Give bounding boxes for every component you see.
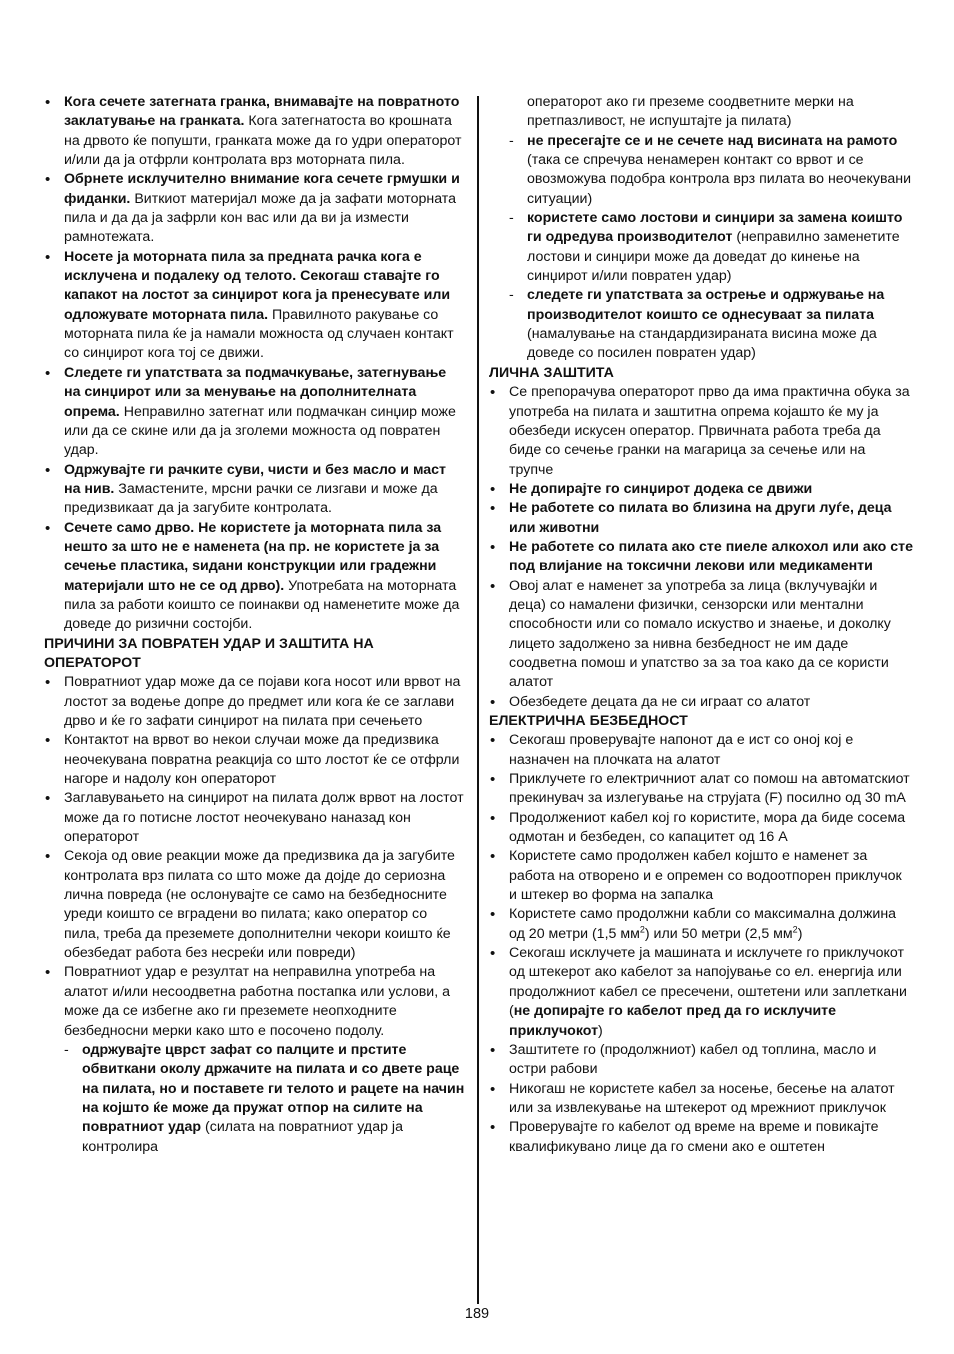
section-heading-electric: ЕЛЕКТРИЧНА БЕЗБЕДНОСТ (489, 713, 688, 729)
bold-text: Кога сечете затегната гранка, внимавајте на повратното заклатување на гранката. (64, 94, 460, 130)
bullet-item: • Повратниот удар може да се појави кога носот или врвот на лостот за водење допре до предмет или кога ќе се заглави дрво и ќе го зафати синџирот на пилата при сечењето (44, 673, 466, 731)
bullet-item: • Се препорачува операторот прво да има практична обука за употреба на пилата и заштитна опрема којашто ќе му ја обезбеди искусен оператор. Првичната работа треба да биде со сечење гранки на магарица за сечење или на трупче (489, 383, 913, 480)
dash-item-continuation: операторот ако ги преземе соодветните мерки на претпазливост, не испуштајте ја пилата) (527, 94, 854, 130)
body-text: Кога затегнатоста во крошната на дрвото ќе попушти, гранката може да го удри операторот и/или да ја отфрли контролата врз моторната пила. (64, 113, 462, 169)
dash-item (489, 286, 913, 363)
bullet-item: • Заштитете го (продолжниот) кабел од топлина, масло и остри рабови (489, 1041, 913, 1080)
bullet-item (44, 170, 466, 247)
body-text: Употребата на моторната пила за работи коишто се поинакви од наменетите може да доведе до ризични состојби. (64, 577, 460, 633)
bold-text: Обрнете исклучително внимание кога сечете грмушки и фиданки. (64, 171, 460, 207)
dash-item (44, 1041, 466, 1157)
body-text: (така се спречува ненамерен контакт со врвот и се овозможува подобра контрола врз пилата во неочекувани ситуации) (527, 152, 912, 207)
body-text: (намалување на стандардизираната висина може да доведе со посилен повратен удар) (527, 326, 877, 362)
body-text: Секогаш исклучете ја машината и исклучете го приклучокот од штекерот ако кабелот за напојување со ел. енергија или продолжниот кабел се пресечени, оштетени или заплеткани ( (509, 945, 907, 1020)
page-number: 189 (464, 1306, 490, 1322)
body-text: Виткиот материјал може да ја зафати моторната пила и да да ја зафрли кон вас или да ви ја измести рамнотежата. (64, 190, 456, 246)
bullet-item (44, 248, 466, 364)
bullet-item: • Заглавувањето на синџирот на пилата долж врвот на лостот може да го потисне лостот неочекувано наназад кон операторот (44, 789, 466, 847)
bullet-item (44, 519, 466, 635)
bullet-item: • Секоја од овие реакции може да предизвика да ја загубите контролата врз пилата со што може да дојде до сериозна лична повреда (не ослонувајте се само на безбедносните уреди коишто се вградени во пилата; како оператор со пила, треба да преземете дополнителни чекори коишто ќе обезбедат работа без несреќи или повреди) (44, 847, 466, 963)
bullet-item (44, 461, 466, 519)
body-text: ) (598, 1022, 603, 1039)
bullet-item: • Користете само продолжен кабел којшто е наменет за работа на отворено и е опремен со водоотпорен приклучок и штекер во форма на запалка (489, 847, 913, 905)
body-text: (неправилно заменетите лостови и синџири може да доведат до кинење на синџирот и/или повратен удар) (527, 229, 900, 285)
bold-text: одржувајте цврст зафат со палците и прстите обвиткани околу држачите на пилата и со двете раце на пилата, но и поставете ги телото и рацете на начин на којшто ќе може да пружат отпор на силите на повратниот удар (82, 1041, 465, 1136)
bullet-item: • Обезбедете децата да не си играат со алатот (489, 693, 913, 712)
superscript: 2 (639, 924, 645, 935)
bullet-item: • Продолжениот кабел кој го користите, мора да биде сосема одмотан и безбеден, со капацитет од 16 A (489, 809, 913, 848)
right-column (489, 93, 913, 1157)
superscript: 2 (792, 924, 798, 935)
bullet-item (44, 364, 466, 461)
bold-text: Носете ја моторната пила за предната рачка кога е исклучена и подалеку од телото. Секогаш ставајте го капакот на лостот за синџирот кога ја пренесувате или одложувате моторната пила. (64, 248, 451, 323)
bold-text: Одржувајте ги рачките суви, чисти и без масло и маст на нив. (64, 461, 446, 497)
bold-text: Следете ги упатствата за подмачкување, затегнување на синџирот или за менување на дополнителната опрема. (64, 364, 447, 420)
bullet-item (44, 93, 466, 170)
bullet-item (489, 480, 913, 499)
column-divider (477, 96, 479, 1304)
bullet-item (489, 499, 913, 538)
bold-text: Не работете со пилата ако сте пиеле алкохол или ако сте под влијание на токсични лекови или медикаменти (509, 538, 914, 575)
left-column (44, 93, 466, 1157)
body-text: ) или 50 метри (2,5 мм (644, 925, 793, 942)
bold-text: следете ги упатствата за острење и одржување на производителот коишто се однесуваат за пилата (527, 287, 885, 323)
dash-item (489, 209, 913, 286)
body-text: Замастените, мрсни рачки се лизгави и може да предизвикаат да ја загубите контролата. (64, 480, 438, 517)
body-text: (силата на повратниот удар ја контролира (82, 1119, 403, 1155)
body-text: Правилното ракување со моторната пила ќе ја намали можноста од случаен контакт со синџирот кога тој се движи. (64, 306, 454, 362)
bold-text: не допирајте го кабелот пред да го исклучите приклучокот (509, 1003, 837, 1039)
bullet-item: • Приклучете го електричниот алат со помош на автоматскиот прекинувач за излегување на струјата (F) посилно од 30 mA (489, 770, 913, 809)
bullet-item (489, 944, 913, 1041)
bullet-item: • Контактот на врвот во некои случаи може да предизвика неочекувана повратна реакција со што лостот ќе се отфрли нагоре и надолу кон операторот (44, 731, 466, 789)
bullet-item: • Никогаш не користете кабел за носење, бесење на алатот или за извлекување на штекерот од мрежниот приклучок (489, 1080, 913, 1119)
bullet-item: • Овој алат е наменет за употреба за лица (вклучувајќи и деца) со намалени физички, сензорски или ментални способности или со помало искуство и знаење, и доколку лицето задолжено за нивна безбедност не им даде соодветна помош и упатство за за тоа како да се користи алатот (489, 577, 913, 693)
section-heading-personal: ЛИЧНА ЗАШТИТА (489, 364, 614, 381)
bullet-item (489, 905, 913, 944)
body-text: Користете само продолжни кабли со максимална должина од 20 метри (1,5 мм (509, 906, 897, 942)
body-text: Неправилно затегнат или подмачкан синџир може или да се скине или да ја зголеми можноста од повратен удар. (64, 403, 456, 459)
bullet-item: • Повратниот удар е резултат на неправилна употреба на алатот и/или несоодветна работна постапка или услови, а може да се избегне ако ги преземете неопходните безбедносни мерки како што е посочено подолу. (44, 963, 466, 1040)
dash-item (489, 132, 913, 209)
bold-text: користете само лостови и синџири за замена коишто ги одредува производителот (527, 210, 903, 246)
section-heading-kickback: ПРИЧИНИ ЗА ПОВРАТЕН УДАР И ЗАШТИТА НА ОПЕРАТОРОТ (44, 635, 374, 671)
bold-text: Сечете само дрво. Не користете ја моторната пила за нешто за што не е наменета (на пр. не користете ја за сечење пластика, ѕидани конструкции или градежни материјали што не се од дрво). (64, 519, 442, 594)
bold-text: Не допирајте го синџирот додека се движи (509, 480, 813, 497)
bullet-item: • Секогаш проверувајте напонот да е ист со оној кој е назначен на плочката на алатот (489, 731, 913, 770)
bold-text: не пресегајте се и не сечете над висината на рамото (527, 132, 898, 149)
bullet-item: • Проверувајте го кабелот од време на време и повикајте квалификувано лице да го смени ако е оштетен (489, 1118, 913, 1157)
bullet-item (489, 538, 913, 577)
body-text: ) (797, 925, 803, 942)
bold-text: Не работете со пилата во близина на други луѓе, деца или животни (509, 500, 892, 536)
